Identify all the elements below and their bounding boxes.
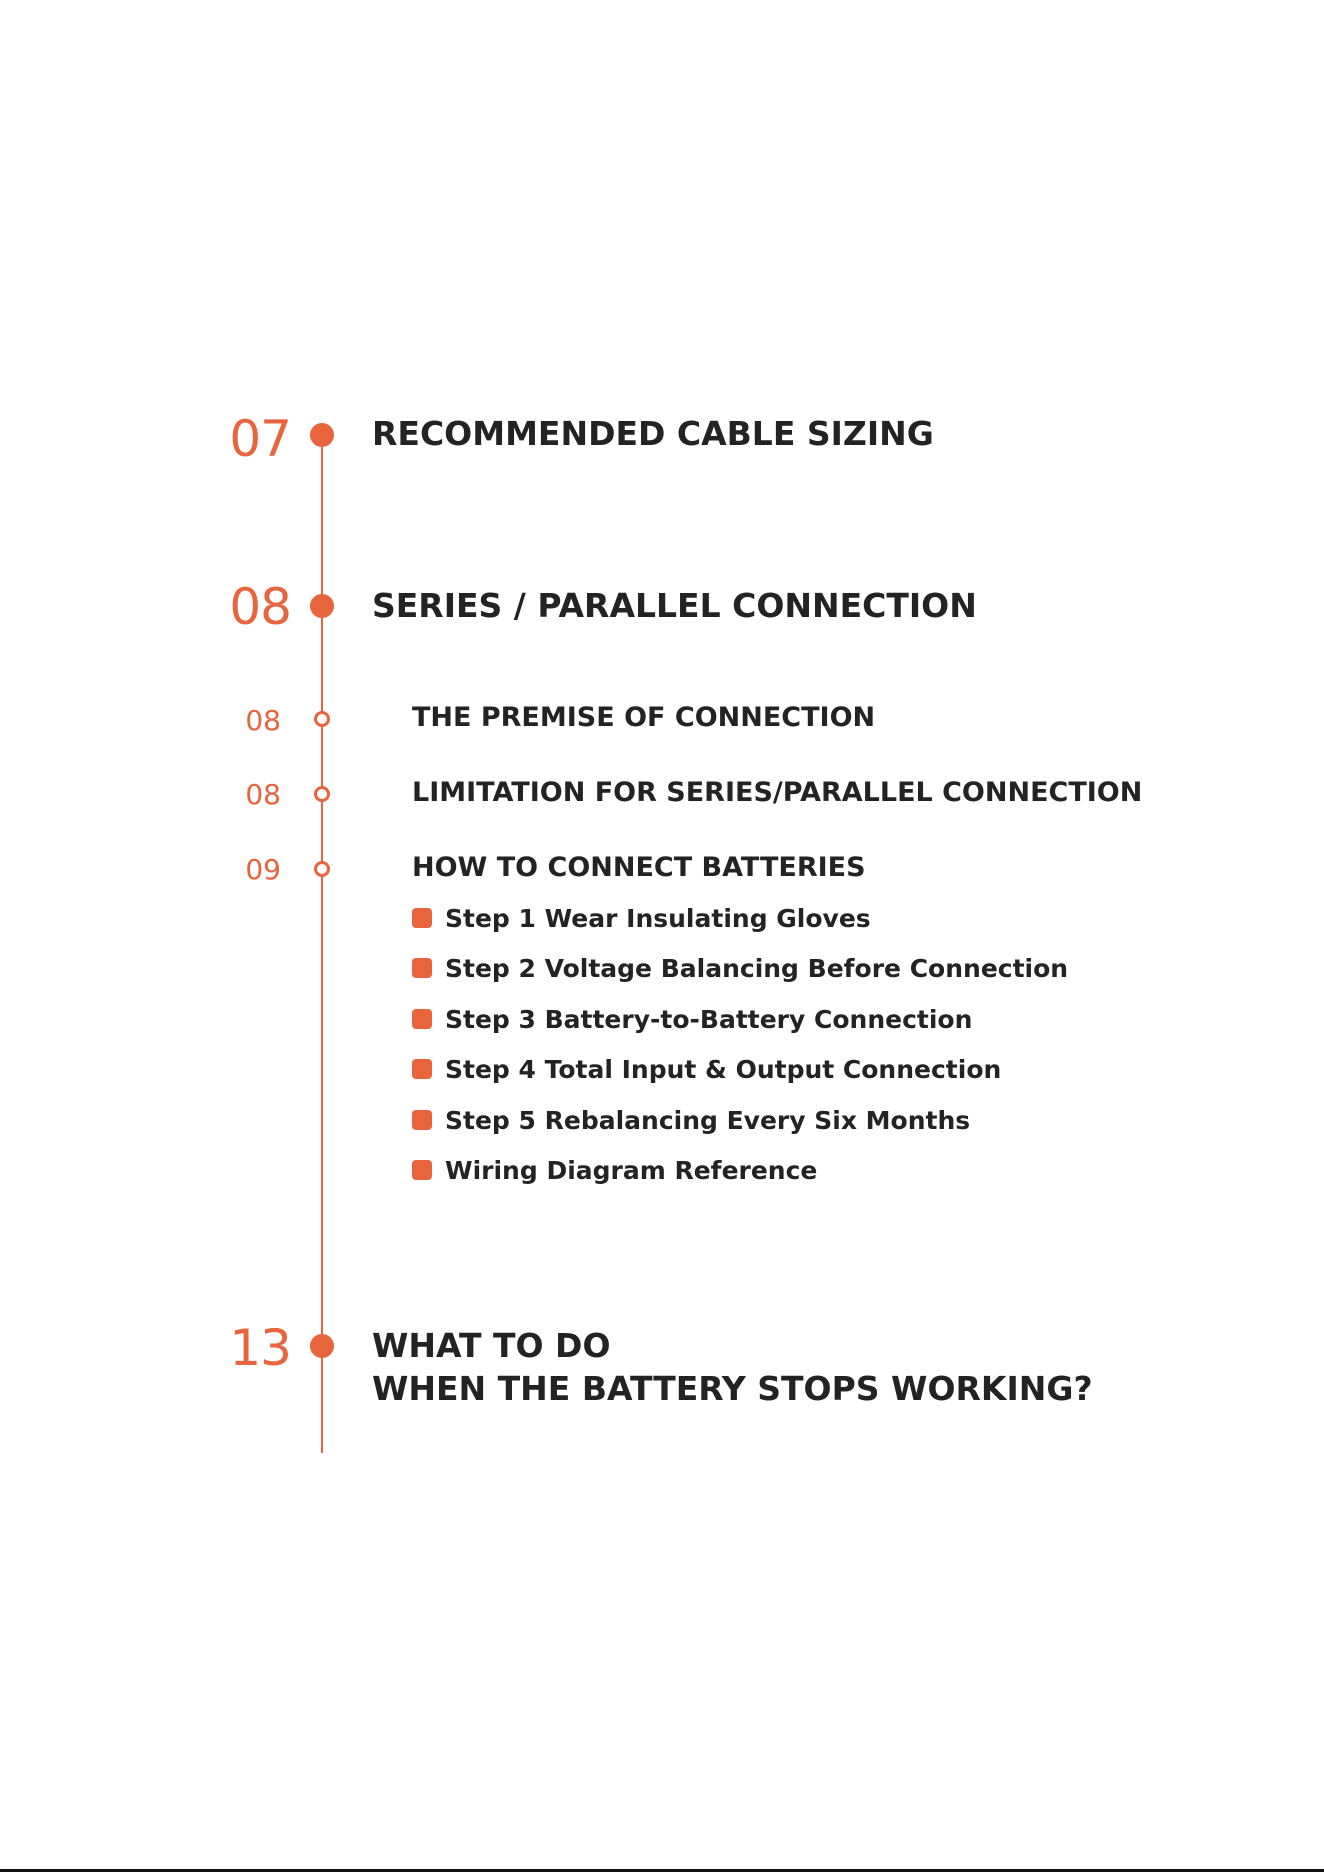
section-number-07: 07 [229,410,291,468]
step-item-2[interactable] [412,950,1068,986]
square-bullet-icon [412,1160,432,1180]
section-number-08: 08 [229,578,291,636]
square-bullet-icon [412,1059,432,1079]
step-label: Step 5 Rebalancing Every Six Months [445,1105,971,1135]
subsection-number-premise: 08 [245,704,281,737]
step-label: Wiring Diagram Reference [445,1155,818,1185]
timeline-ring-limitation [314,786,330,802]
timeline-dot-08 [310,594,334,618]
step-item-4[interactable] [412,1051,1001,1087]
subsection-title-premise[interactable]: THE PREMISE OF CONNECTION [412,702,876,733]
subsection-title-how-to-connect[interactable]: HOW TO CONNECT BATTERIES [412,852,866,883]
square-bullet-icon [412,1009,432,1029]
step-item-3[interactable] [412,1001,972,1037]
step-item-5[interactable] [412,1102,970,1138]
timeline-line [321,434,323,1453]
square-bullet-icon [412,958,432,978]
subsection-title-limitation[interactable]: LIMITATION FOR SERIES/PARALLEL CONNECTION [412,777,1143,808]
step-item-1[interactable] [412,900,871,936]
step-label: Step 1 Wear Insulating Gloves [445,903,871,933]
timeline-dot-07 [310,423,334,447]
subsection-number-how-to-connect: 09 [245,853,281,886]
section-number-13: 13 [229,1319,291,1377]
step-label: Step 3 Battery-to-Battery Connection [445,1004,973,1034]
section-title-08[interactable]: SERIES / PARALLEL CONNECTION [372,586,977,625]
timeline-dot-13 [310,1334,334,1358]
square-bullet-icon [412,908,432,928]
timeline-ring-premise [314,711,330,727]
square-bullet-icon [412,1110,432,1130]
step-item-6[interactable] [412,1152,817,1188]
section-title-13-line1[interactable]: WHAT TO DO [372,1326,611,1365]
subsection-number-limitation: 08 [245,778,281,811]
step-label: Step 4 Total Input & Output Connection [445,1054,1002,1084]
step-label: Step 2 Voltage Balancing Before Connection [445,953,1069,983]
timeline-ring-how-to-connect [314,861,330,877]
section-title-13-line2[interactable]: WHEN THE BATTERY STOPS WORKING? [372,1369,1093,1408]
section-title-07[interactable]: RECOMMENDED CABLE SIZING [372,414,934,453]
